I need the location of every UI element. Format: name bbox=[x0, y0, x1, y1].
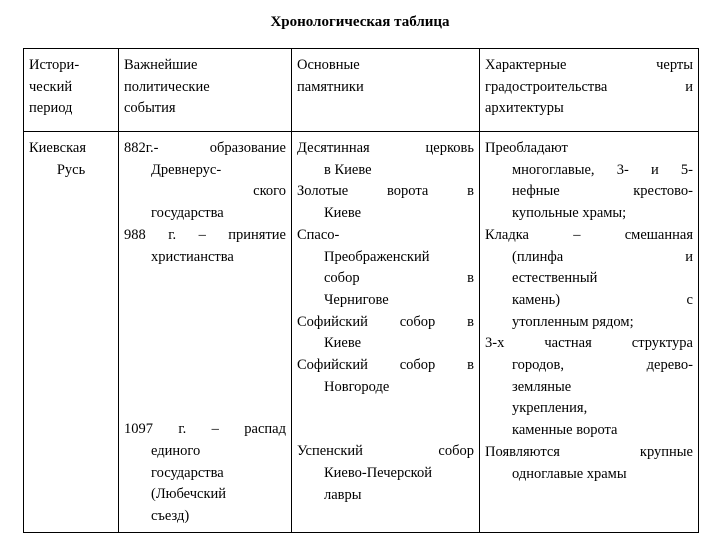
cell-features bbox=[480, 132, 699, 533]
cell-text: Софийский собор в bbox=[297, 357, 474, 374]
cell-text: единого bbox=[151, 442, 201, 459]
header-row bbox=[24, 49, 699, 132]
header-text: архитектуры bbox=[485, 100, 564, 117]
cell-events bbox=[119, 132, 292, 533]
cell-text: лавры bbox=[324, 486, 362, 503]
cell-text: Русь bbox=[56, 161, 86, 178]
cell-text: (плинфа и bbox=[512, 248, 693, 265]
cell-text: Киеве bbox=[324, 205, 362, 222]
header-text: Основные bbox=[297, 57, 360, 73]
cell-text: Софийский собор в bbox=[297, 313, 474, 330]
cell-text: естественный bbox=[512, 270, 598, 287]
header-events bbox=[119, 49, 292, 132]
cell-text: государства bbox=[151, 464, 224, 481]
header-monuments bbox=[292, 49, 480, 132]
header-text: Важнейшие bbox=[124, 57, 198, 73]
header-text: Истори- bbox=[29, 57, 80, 73]
page-title: Хронологическая таблица bbox=[270, 14, 450, 30]
cell-text: Древнерус- bbox=[151, 161, 222, 178]
cell-text: каменные ворота bbox=[512, 422, 618, 439]
cell-text: укрепления, bbox=[512, 400, 588, 417]
cell-text: съезд) bbox=[151, 508, 190, 525]
cell-text: Спасо- bbox=[297, 226, 340, 243]
spacer bbox=[124, 268, 286, 419]
cell-text: земляные bbox=[512, 378, 572, 395]
cell-text: Появляются крупные bbox=[485, 443, 693, 460]
header-text: события bbox=[124, 100, 176, 117]
spacer bbox=[297, 398, 474, 441]
cell-text: нефные крестово- bbox=[512, 183, 693, 200]
cell-text: одноглавые храмы bbox=[512, 465, 627, 482]
cell-text: многоглавые, 3- и 5- bbox=[512, 161, 693, 178]
cell-text: Успенский собор bbox=[297, 443, 474, 460]
cell-text: камень) с bbox=[512, 291, 693, 308]
cell-text: Кладка – смешанная bbox=[485, 226, 693, 243]
cell-text: Преображенский bbox=[324, 248, 430, 265]
cell-text: в Киеве bbox=[324, 161, 372, 178]
table-row bbox=[24, 132, 699, 533]
header-text: Характерные черты bbox=[485, 57, 693, 73]
header-text: памятники bbox=[297, 78, 364, 95]
cell-text: Киеве bbox=[324, 335, 362, 352]
cell-text: 3-х частная структура bbox=[485, 335, 693, 352]
cell-text: (Любечский bbox=[151, 486, 227, 503]
cell-text: Киевская bbox=[29, 140, 86, 156]
cell-text: 1097 г. – распад bbox=[124, 421, 286, 438]
cell-text: Золотые ворота в bbox=[297, 183, 474, 200]
cell-text: Десятинная церковь bbox=[297, 140, 474, 156]
cell-text: Киево-Печерской bbox=[324, 465, 432, 482]
header-period bbox=[24, 49, 119, 132]
cell-text: христианства bbox=[151, 248, 234, 265]
header-text: градостроительства и bbox=[485, 78, 693, 95]
header-text: политические bbox=[124, 78, 210, 95]
cell-text: утопленным рядом; bbox=[512, 313, 634, 330]
cell-text: государства bbox=[151, 205, 224, 222]
cell-text: 882г.- образование bbox=[124, 140, 286, 156]
header-features bbox=[480, 49, 699, 132]
cell-text: ского bbox=[253, 183, 286, 200]
cell-text: городов, дерево- bbox=[512, 357, 693, 374]
cell-text: Преобладают bbox=[485, 140, 568, 156]
cell-text: собор в bbox=[324, 270, 474, 287]
chronology-table bbox=[23, 48, 699, 533]
header-text: ческий bbox=[29, 78, 73, 95]
cell-text: купольные храмы; bbox=[512, 205, 627, 222]
cell-period bbox=[24, 132, 119, 533]
cell-monuments bbox=[292, 132, 480, 533]
header-text: период bbox=[29, 100, 73, 117]
cell-text: Чернигове bbox=[324, 291, 389, 308]
cell-text: 988 г. – принятие bbox=[124, 226, 286, 243]
cell-text: Новгороде bbox=[324, 378, 390, 395]
